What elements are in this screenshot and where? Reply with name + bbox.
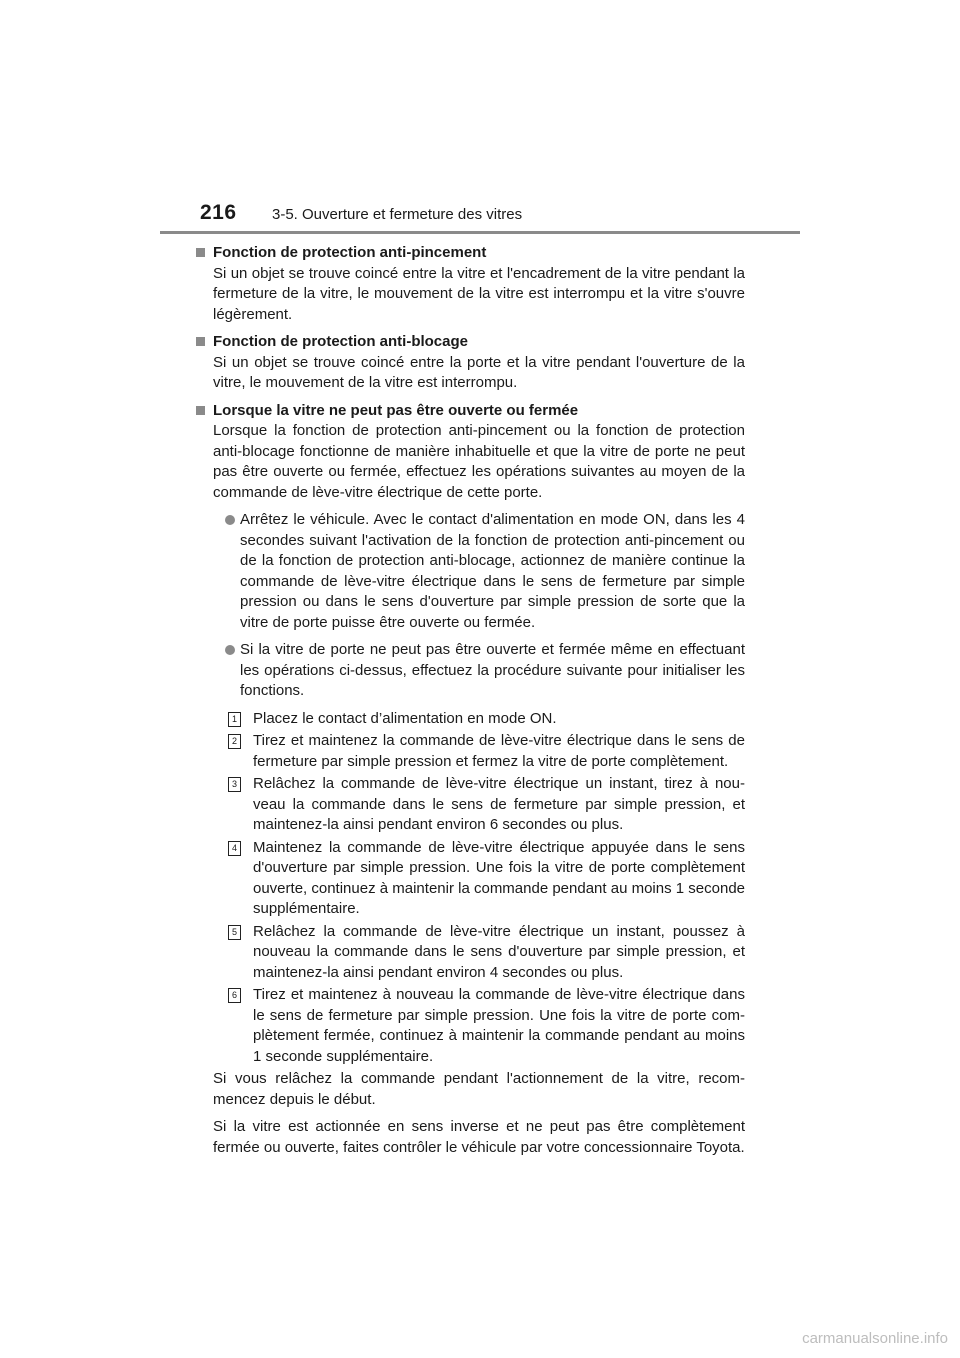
bullet-item — [213, 640, 745, 702]
section-heading — [196, 332, 745, 353]
closing-paragraph: Si vous relâchez la commande pendant l'actionnement de la vitre, recom-mencez depuis le début. — [213, 1070, 745, 1108]
step-item — [213, 709, 745, 730]
step-text: Tirez et maintenez la commande de lève-vitre électrique dans le sens de fermeture par simple pression et fermez la vitre de porte complètement. — [253, 732, 745, 770]
square-bullet-icon — [196, 406, 205, 415]
section-title: 3-5. Ouverture et fermeture des vitres — [272, 206, 523, 223]
circle-bullet-icon — [225, 515, 235, 525]
step-number: 4 — [228, 841, 241, 856]
step-number: 2 — [228, 734, 241, 749]
page-content — [213, 243, 745, 1165]
section-anti-jam — [213, 332, 745, 394]
step-item — [213, 774, 745, 836]
watermark: carmanualsonline.info — [802, 1330, 948, 1347]
section-heading — [196, 243, 745, 264]
header-rule — [160, 231, 800, 234]
section-text: Lorsque la fonction de protection anti-pincement ou la fonction de protection anti-blocage fonctionne de manière inhabituelle et que la vitre de porte ne peut pas être ouverte ou fermée, effectuez les opérations suivantes au moyen de la commande de lève-vitre électrique de cette porte. — [213, 422, 745, 501]
step-text: Tirez et maintenez à nouveau la commande de lève-vitre électrique dans le sens de fermeture par simple pression. Une fois la vitre de porte com-plètement fermée, continuez à maintenir la commande pendant au moins 1 seconde supplémentaire. — [253, 986, 745, 1065]
step-number: 1 — [228, 712, 241, 727]
section-text: Si un objet se trouve coincé entre la vitre et l'encadrement de la vitre pendant la fermeture de la vitre, le mouvement de la vitre est interrompu et la vitre s'ouvre légèrement. — [213, 264, 745, 323]
step-number: 6 — [228, 988, 241, 1003]
heading-text: Lorsque la vitre ne peut pas être ouverte ou fermée — [213, 401, 579, 419]
square-bullet-icon — [196, 337, 205, 346]
step-item — [213, 922, 745, 984]
heading-text: Fonction de protection anti-pincement — [213, 244, 487, 261]
section-heading — [196, 401, 745, 422]
page-header — [160, 200, 800, 234]
step-item — [213, 731, 745, 772]
step-item — [213, 838, 745, 920]
section-window-stuck — [213, 401, 745, 504]
bullet-item — [213, 510, 745, 633]
square-bullet-icon — [196, 248, 205, 257]
closing-paragraph: Si la vitre est actionnée en sens inverse et ne peut pas être complètement fermée ou ouverte, faites contrôler le véhicule par votre concessionnaire Toyota. — [213, 1118, 745, 1156]
circle-bullet-icon — [225, 645, 235, 655]
section-text: Si un objet se trouve coincé entre la porte et la vitre pendant l'ouverture de la vitre, le mouvement de la vitre est interrompu. — [213, 353, 745, 391]
section-anti-pinch — [213, 243, 745, 325]
step-text: Maintenez la commande de lève-vitre électrique appuyée dans le sens d'ouverture par simple pression. Une fois la vitre de porte complètement ouverte, continuez à maintenir la commande pendant au moins 1 seconde supplémentaire. — [253, 838, 745, 917]
page-number: 216 — [200, 201, 237, 224]
step-number: 3 — [228, 777, 241, 792]
step-text: Relâchez la commande de lève-vitre électrique un instant, tirez à nou-veau la commande dans le sens de fermeture par simple pression, et maintenez-la ainsi pendant environ 6 secondes ou plus. — [253, 775, 745, 833]
bullet-text: Si la vitre de porte ne peut pas être ouverte et fermée même en effectuant les opérations ci-dessus, effectuez la procédure suivante pour initialiser les fonctions. — [240, 641, 745, 699]
heading-text: Fonction de protection anti-blocage — [213, 333, 468, 350]
step-number: 5 — [228, 925, 241, 940]
bullet-text: Arrêtez le véhicule. Avec le contact d'alimentation en mode ON, dans les 4 secondes suivant l'activation de la fonction de protection anti-pincement ou de la fonction de protection anti-blocage, actionnez de manière continue la commande de lève-vitre électrique dans le sens de fermeture par simple pression ou dans le sens d'ouverture par simple pression de sorte que la vitre de porte puisse être ouverte ou fermée. — [240, 511, 745, 631]
step-text: Placez le contact d’alimentation en mode ON. — [253, 709, 557, 727]
step-item — [213, 985, 745, 1067]
step-text: Relâchez la commande de lève-vitre électrique un instant, poussez à nouveau la commande dans le sens d'ouverture par simple pression, et maintenez-la ainsi pendant environ 4 secondes ou plus. — [253, 922, 745, 981]
